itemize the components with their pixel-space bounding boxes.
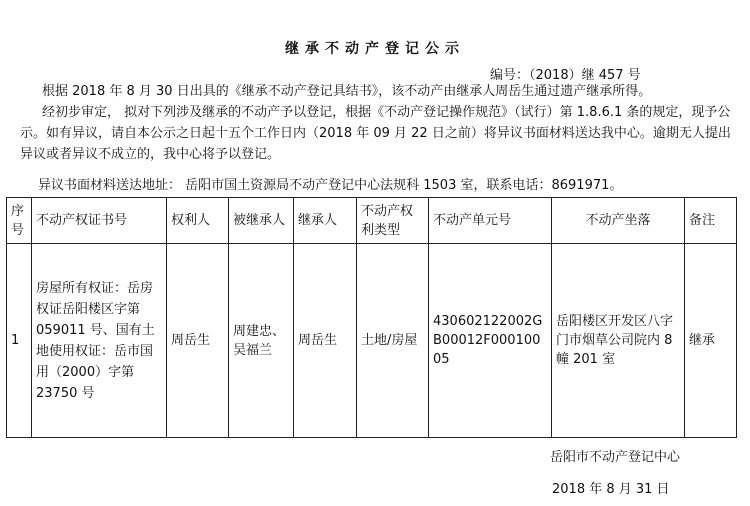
cell-seq: 1 xyxy=(7,244,32,438)
paragraph-objection-address: 异议书面材料送达地址： 岳阳市国土资源局不动产登记中心法规科 1503 室，联系电话：8691971。 xyxy=(38,178,623,193)
cell-heir: 周岳生 xyxy=(294,244,357,438)
header-owner: 权利人 xyxy=(167,198,229,244)
header-unit-no: 不动产单元号 xyxy=(429,198,552,244)
cell-certificate: 房屋所有权证：岳房权证岳阳楼区字第 059011 号、国有土地使用权证：岳市国用（2000）字第 23750 号 xyxy=(32,244,167,438)
table-header-row xyxy=(7,198,737,244)
issue-date: 2018 年 8 月 31 日 xyxy=(552,482,670,497)
document-number: 编号：（2018）继 457 号 xyxy=(490,68,641,83)
header-remark: 备注 xyxy=(685,198,737,244)
cell-location: 岳阳楼区开发区八字门市烟草公司院内 8 幢 201 室 xyxy=(552,244,685,438)
cell-right-type: 土地/房屋 xyxy=(357,244,429,438)
cell-unit-no: 430602122002GB00012F00010005 xyxy=(429,244,552,438)
cell-deceased: 周建忠、吴福兰 xyxy=(229,244,294,438)
cell-remark: 继承 xyxy=(685,244,737,438)
inheritance-table xyxy=(6,197,737,438)
notice-title: 继承不动产登记公示 xyxy=(285,41,465,57)
header-certificate: 不动产权证书号 xyxy=(32,198,167,244)
header-right-type: 不动产权利类型 xyxy=(357,198,429,244)
paragraph-basis: 根据 2018 年 8 月 30 日出具的《继承不动产登记具结书》，该不动产由继承人周岳生通过遗产继承所得。 xyxy=(42,84,652,99)
paragraph-review: 经初步审定， 拟对下列涉及继承的不动产予以登记，根据《不动产登记操作规范》（试行）第 1.8.6.1 条的规定，现予公示。如有异议，请自本公示之日起十五个工作日内（2018 年 09 月 22 日之前）将异议书面材料送达我中心。逾期无人提出异议或者异议不成立的，我中心将予以登记。 xyxy=(20,105,731,162)
header-location: 不动产坐落 xyxy=(552,198,685,244)
header-deceased: 被继承人 xyxy=(229,198,294,244)
cell-owner: 周岳生 xyxy=(167,244,229,438)
issuing-organization: 岳阳市不动产登记中心 xyxy=(550,450,681,465)
header-heir: 继承人 xyxy=(294,198,357,244)
header-seq: 序号 xyxy=(7,198,32,244)
table-row xyxy=(7,244,737,438)
